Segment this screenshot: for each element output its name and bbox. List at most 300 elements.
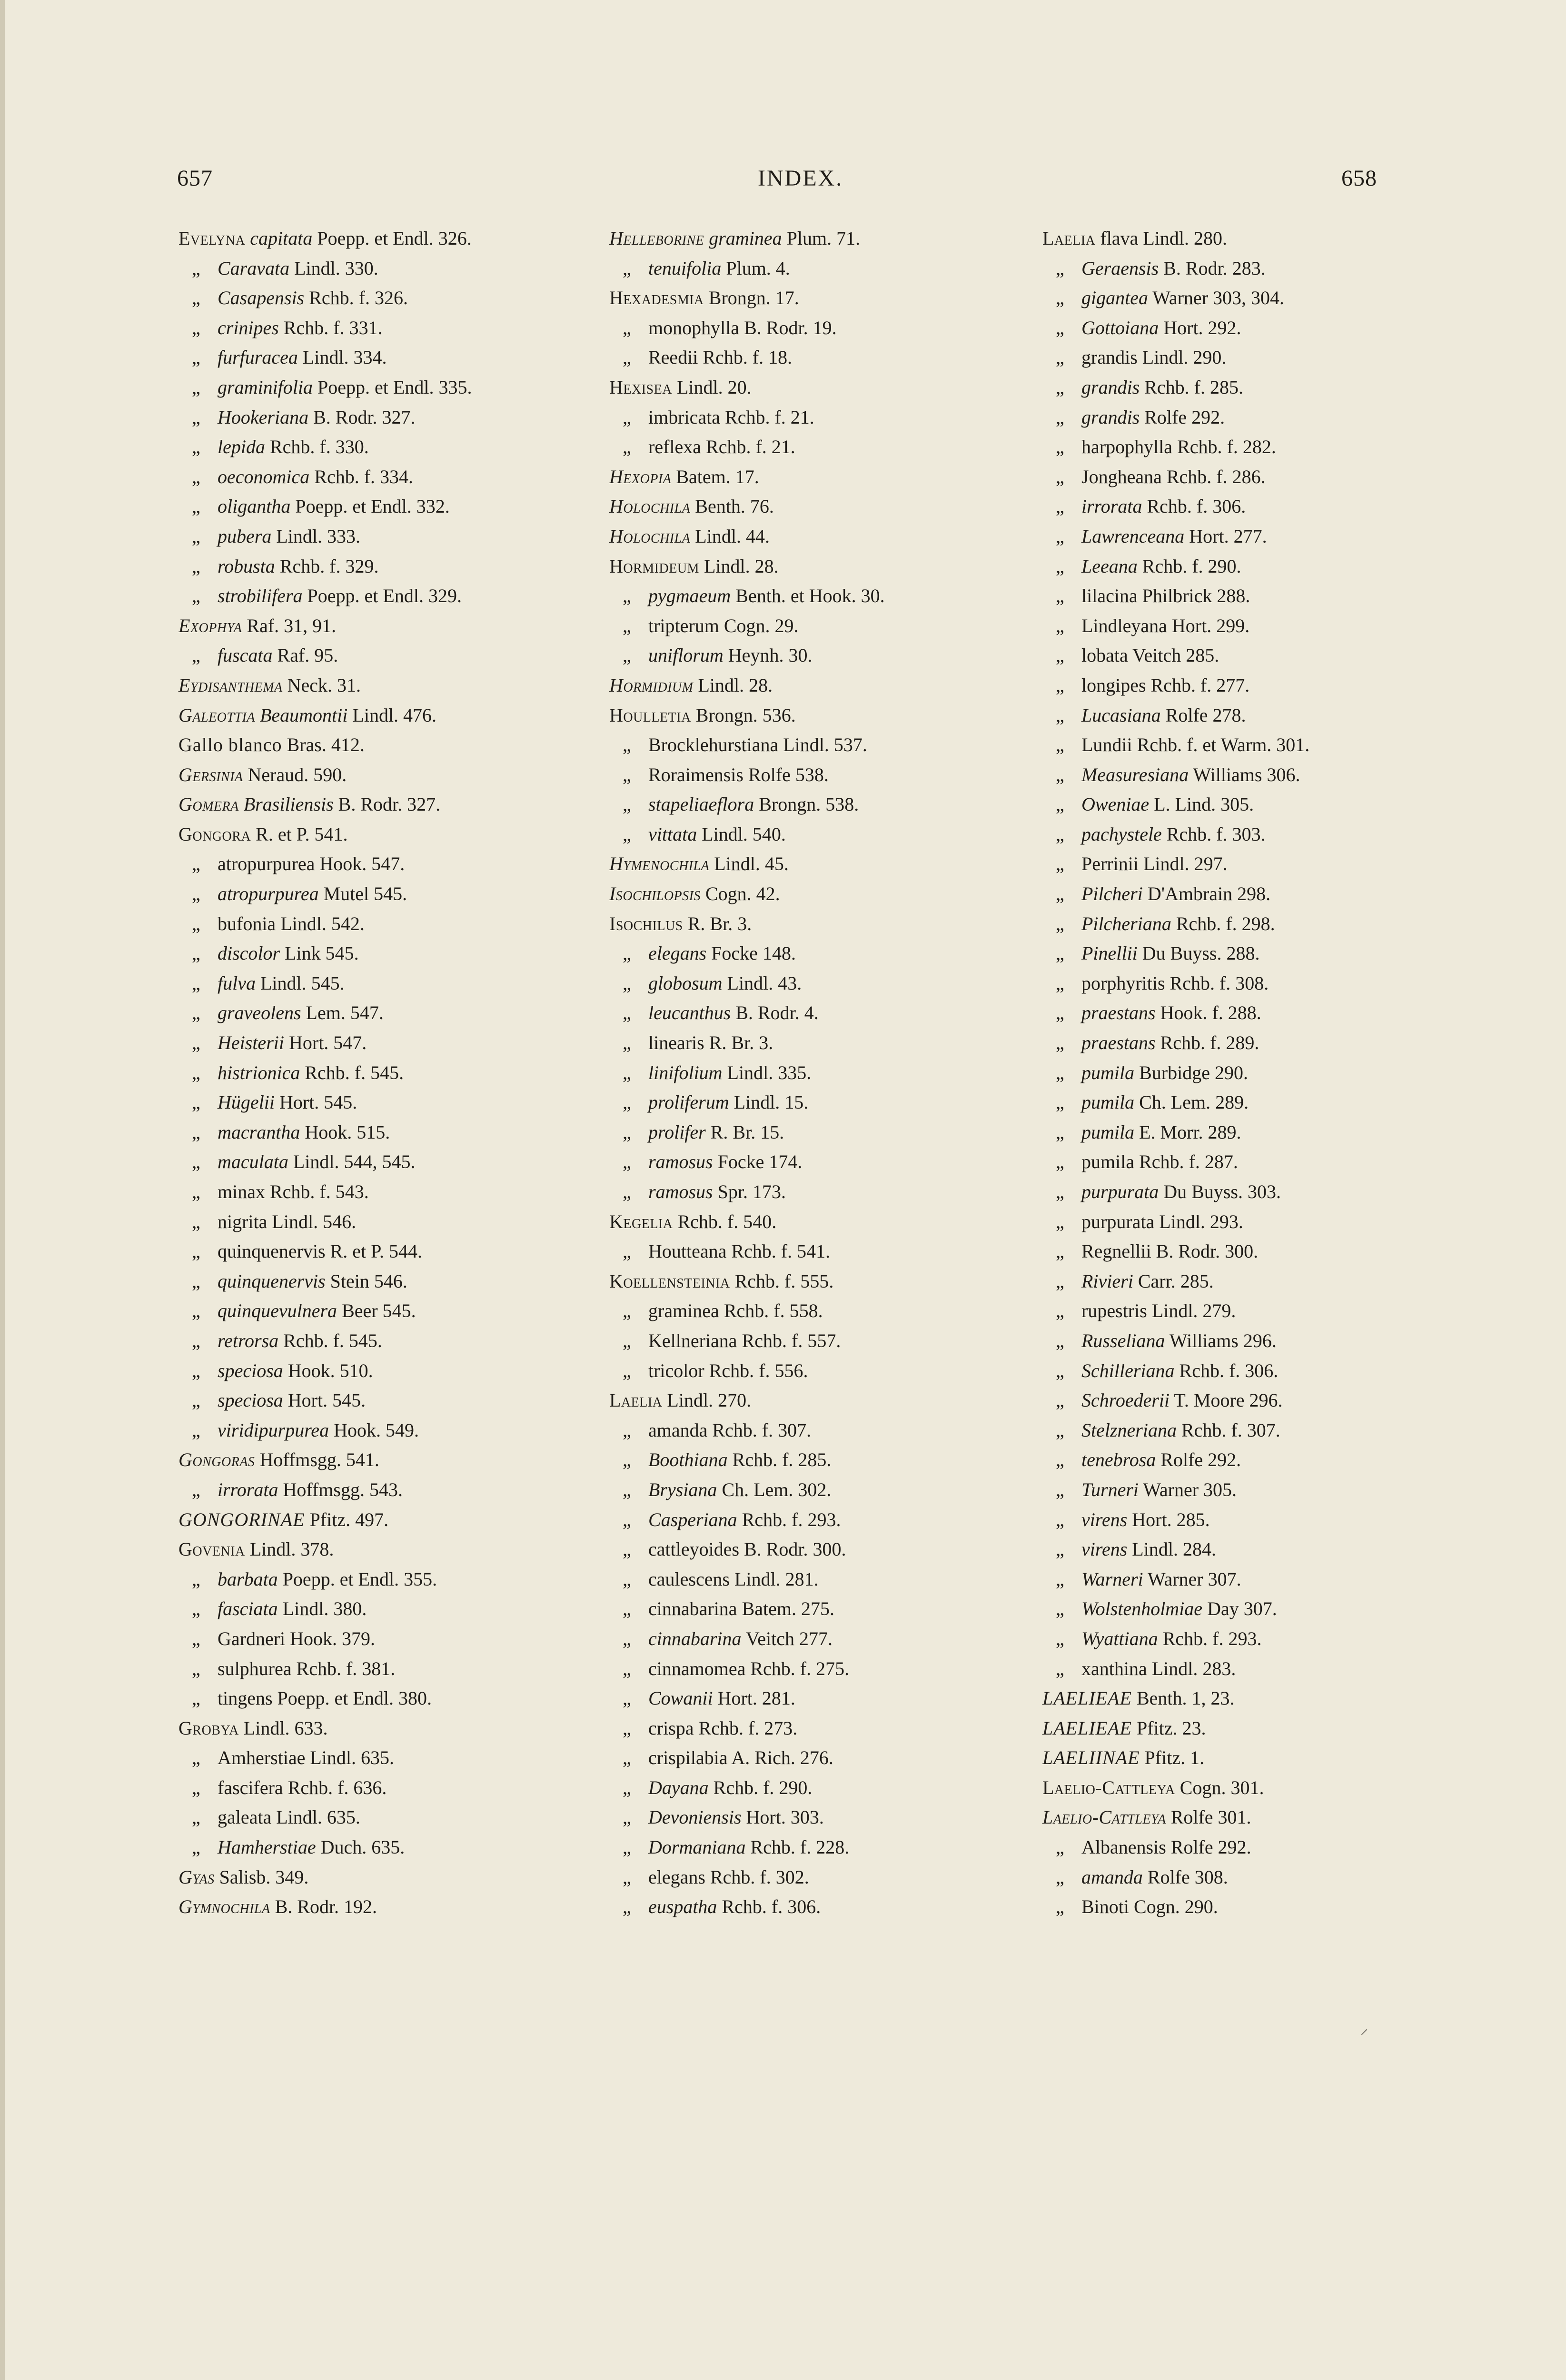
index-entry (1042, 343, 1471, 373)
index-entry (609, 1654, 1038, 1684)
index-entry (609, 641, 1038, 671)
ditto-mark: „ (623, 1657, 631, 1679)
authority-and-page: Lindl. 290. (1142, 347, 1227, 368)
index-entry (1042, 1356, 1471, 1386)
index-entry (609, 1326, 1038, 1356)
species-name: tenuifolia (648, 257, 722, 279)
ditto-mark: „ (192, 1091, 200, 1113)
authority-and-page: D'Ambrain 298. (1147, 883, 1271, 905)
species-name: graveolens (218, 1002, 301, 1024)
species-name: speciosa (218, 1389, 283, 1411)
genus-name: LAELIEAE (1042, 1717, 1132, 1739)
species-name: cinnabarina (648, 1598, 737, 1620)
species-name: Pinellii (1081, 942, 1138, 964)
authority-and-page: Warner 303, 304. (1152, 287, 1284, 309)
ditto-mark: „ (192, 1181, 200, 1202)
index-entry (609, 909, 1038, 939)
species-name: lilacina (1081, 585, 1138, 607)
authority-and-page: B. Rodr. 300. (744, 1538, 846, 1560)
index-entry (1042, 1565, 1471, 1595)
index-entry (609, 1773, 1038, 1803)
index-entry (609, 969, 1038, 999)
index-entry (178, 969, 607, 999)
species-name: Lawrenceana (1081, 525, 1185, 547)
authority-and-page: Lem. 547. (306, 1002, 384, 1024)
index-entry (1042, 1535, 1471, 1565)
authority-and-page: Rchb. f. et Warm. 301. (1137, 734, 1310, 756)
authority-and-page: Batem. 17. (676, 466, 759, 487)
species-name: Roraimensis (648, 764, 743, 785)
ditto-mark: „ (192, 257, 200, 279)
index-entry (1042, 1416, 1471, 1446)
ditto-mark: „ (1056, 853, 1064, 875)
species-name: Brysiana (648, 1478, 717, 1500)
species-name: Turneri (1081, 1478, 1139, 1500)
ditto-mark: „ (1056, 1598, 1064, 1620)
ditto-mark: „ (1056, 1210, 1064, 1232)
index-entry (178, 1207, 607, 1237)
index-entry (609, 1356, 1038, 1386)
ditto-mark: „ (623, 1449, 631, 1471)
index-entry (1042, 820, 1471, 850)
ditto-mark: „ (1056, 496, 1064, 517)
index-entry (178, 820, 607, 850)
ditto-mark: „ (192, 585, 200, 607)
species-name: tripterum (648, 615, 719, 636)
authority-and-page: Rchb. f. 285. (732, 1449, 832, 1471)
ditto-mark: „ (1056, 1329, 1064, 1351)
authority-and-page: Rchb. f. 302. (710, 1866, 809, 1888)
ditto-mark: „ (1056, 317, 1064, 338)
species-name: elegans (648, 1866, 705, 1888)
ditto-mark: „ (192, 1836, 200, 1858)
authority-and-page: Pfitz. 23. (1136, 1717, 1206, 1739)
authority-and-page: Hoffmsgg. 543. (283, 1478, 403, 1500)
genus-name: Gyas (178, 1866, 215, 1888)
authority-and-page: Poepp. et Endl. 355. (282, 1568, 437, 1590)
index-entry (1042, 1892, 1471, 1922)
authority-and-page: Rchb. f. 636. (287, 1776, 387, 1798)
authority-and-page: Burbidge 290. (1139, 1061, 1248, 1083)
index-entry (609, 313, 1038, 343)
ditto-mark: „ (1056, 883, 1064, 905)
species-name: virens (1081, 1538, 1128, 1560)
species-name: fuscata (218, 645, 273, 666)
genus-name: Gongora (178, 823, 251, 845)
ditto-mark: „ (192, 1478, 200, 1500)
ditto-mark: „ (623, 1181, 631, 1202)
index-entry (609, 1207, 1038, 1237)
authority-and-page: Lindl. 635. (276, 1806, 360, 1828)
index-entry (1042, 1267, 1471, 1297)
ditto-mark: „ (192, 1151, 200, 1173)
ditto-mark: „ (192, 1061, 200, 1083)
ditto-mark: „ (192, 1359, 200, 1381)
authority-and-page: Lindl. 293. (1159, 1210, 1243, 1232)
index-entry (178, 1624, 607, 1654)
authority-and-page: Link 545. (285, 942, 359, 964)
index-entry (609, 1386, 1038, 1416)
species-name: lepida (218, 436, 265, 458)
species-name: Devoniensis (648, 1806, 742, 1828)
ditto-mark: „ (623, 1717, 631, 1739)
index-entry (178, 849, 607, 879)
authority-and-page: Rchb. f. 555. (734, 1270, 834, 1292)
authority-and-page: Rchb. f. 557. (742, 1329, 841, 1351)
genus-name: Gersinia (178, 764, 243, 785)
species-name: bufonia (218, 912, 276, 934)
species-name: amanda (1081, 1866, 1143, 1888)
authority-and-page: Rolfe 292. (1170, 1836, 1251, 1858)
authority-and-page: Duch. 635. (320, 1836, 405, 1858)
ditto-mark: „ (192, 853, 200, 875)
ditto-mark: „ (623, 1568, 631, 1590)
authority-and-page: Lindl. 15. (733, 1091, 809, 1113)
species-name: barbata (218, 1568, 278, 1590)
ditto-mark: „ (192, 942, 200, 964)
ditto-mark: „ (192, 1389, 200, 1411)
authority-and-page: Stein 546. (330, 1270, 407, 1292)
index-entry (178, 552, 607, 582)
index-entry (1042, 1684, 1471, 1714)
authority-and-page: Plum. 71. (786, 228, 861, 249)
authority-and-page: Poepp. et Endl. 332. (295, 496, 450, 517)
authority-and-page: Rchb. f. 307. (1181, 1419, 1280, 1441)
index-entry (178, 254, 607, 284)
index-entry (609, 1684, 1038, 1714)
index-column-1 (178, 224, 607, 1922)
species-name: Jongheana (1081, 466, 1162, 487)
ditto-mark: „ (1056, 823, 1064, 845)
authority-and-page: Rchb. f. 556. (709, 1359, 808, 1381)
species-name: maculata (218, 1151, 288, 1173)
index-entry (609, 1058, 1038, 1088)
genus-name: Gomera (178, 793, 239, 815)
species-name: Albanensis (1081, 1836, 1166, 1858)
ditto-mark: „ (1056, 1568, 1064, 1590)
index-entry (609, 1028, 1038, 1058)
authority-and-page: Carr. 285. (1138, 1270, 1214, 1292)
index-entry (178, 1565, 607, 1595)
index-entry (609, 760, 1038, 790)
authority-and-page: Rolfe 292. (1160, 1449, 1241, 1471)
authority-and-page: Hort. 281. (717, 1687, 795, 1709)
species-name: atropurpurea (218, 853, 315, 875)
index-entry (178, 1833, 607, 1863)
authority-and-page: Rchb. f. 21. (725, 406, 814, 428)
genus-name: Galeottia (178, 704, 255, 726)
species-name: graminifolia (218, 376, 313, 398)
ditto-mark: „ (1056, 1866, 1064, 1888)
index-entry (609, 1505, 1038, 1535)
index-entry (1042, 790, 1471, 820)
authority-and-page: Rchb. f. 298. (1176, 912, 1275, 934)
species-name: tingens (218, 1687, 273, 1709)
authority-and-page: Rchb. f. 540. (677, 1210, 777, 1232)
index-entry (1042, 403, 1471, 433)
index-entry (609, 373, 1038, 403)
genus-name: Helleborine (609, 228, 704, 249)
genus-name: Gymnochila (178, 1896, 270, 1918)
species-name: Caravata (218, 257, 290, 279)
index-entry (1042, 671, 1471, 701)
ditto-mark: „ (192, 496, 200, 517)
authority-and-page: R. Br. 3. (687, 912, 752, 934)
ditto-mark: „ (192, 1419, 200, 1441)
index-entry (178, 224, 607, 254)
authority-and-page: Hook. f. 288. (1160, 1002, 1261, 1024)
authority-and-page: Poepp. et Endl. 329. (307, 585, 462, 607)
ditto-mark: „ (1056, 1508, 1064, 1530)
index-entry (609, 701, 1038, 731)
ditto-mark: „ (1056, 734, 1064, 756)
ditto-mark: „ (1056, 615, 1064, 636)
species-name: macrantha (218, 1121, 300, 1143)
species-name: Wyattiana (1081, 1627, 1158, 1649)
species-name: retrorsa (218, 1329, 279, 1351)
ditto-mark: „ (1056, 1627, 1064, 1649)
index-entry (1042, 1863, 1471, 1893)
species-name: lobata (1081, 645, 1128, 666)
ditto-mark: „ (1056, 1032, 1064, 1054)
species-name: purpurata (1081, 1210, 1155, 1232)
authority-and-page: Lindl. 280. (1143, 228, 1228, 249)
index-entry (178, 760, 607, 790)
ditto-mark: „ (1056, 406, 1064, 428)
index-entry (178, 879, 607, 909)
index-entry (178, 313, 607, 343)
genus-name: Houlletia (609, 704, 691, 726)
authority-and-page: Lindl. 45. (714, 853, 789, 875)
authority-and-page: Lindl. 380. (282, 1598, 367, 1620)
ditto-mark: „ (623, 347, 631, 368)
index-entry (1042, 998, 1471, 1028)
ditto-mark: „ (1056, 1151, 1064, 1173)
species-name: Measuresiana (1081, 764, 1189, 785)
index-entry (1042, 1833, 1471, 1863)
authority-and-page: Ch. Lem. 302. (722, 1478, 832, 1500)
ditto-mark: „ (1056, 704, 1064, 726)
authority-and-page: Spr. 173. (717, 1181, 786, 1202)
species-name: pumila (1081, 1151, 1135, 1173)
authority-and-page: Neraud. 590. (248, 764, 347, 785)
species-name: robusta (218, 555, 275, 577)
species-name: pumila (1081, 1121, 1135, 1143)
species-name: rupestris (1081, 1300, 1147, 1322)
authority-and-page: Lindl. 335. (727, 1061, 812, 1083)
index-entry (1042, 939, 1471, 969)
index-entry (178, 730, 607, 760)
authority-and-page: Rchb. f. 307. (712, 1419, 812, 1441)
authority-and-page: Brongn. 538. (759, 793, 859, 815)
index-entry (178, 1088, 607, 1118)
index-entry (178, 1535, 607, 1565)
ditto-mark: „ (192, 555, 200, 577)
species-name: crispilabia (648, 1747, 728, 1769)
ditto-mark: „ (192, 972, 200, 994)
ditto-mark: „ (1056, 1091, 1064, 1113)
authority-and-page: Rchb. f. 290. (713, 1776, 813, 1798)
species-name: reflexa (648, 436, 702, 458)
authority-and-page: Rchb. f. 329. (279, 555, 379, 577)
index-column-2 (609, 224, 1038, 1922)
ditto-mark: „ (192, 1032, 200, 1054)
ditto-mark: „ (623, 436, 631, 458)
index-entry (178, 1892, 607, 1922)
index-entry (609, 1445, 1038, 1475)
ditto-mark: „ (192, 1270, 200, 1292)
index-entry (609, 1088, 1038, 1118)
ditto-mark: „ (192, 317, 200, 338)
species-name: tenebrosa (1081, 1449, 1156, 1471)
index-column-3 (1042, 224, 1471, 1922)
index-entry (178, 1386, 607, 1416)
genus-name: Hymenochila (609, 853, 710, 875)
authority-and-page: B. Rodr. 327. (338, 793, 441, 815)
ditto-mark: „ (623, 1091, 631, 1113)
index-entry (609, 224, 1038, 254)
authority-and-page: Rchb. f. 308. (1170, 972, 1269, 994)
species-name: Casperiana (648, 1508, 737, 1530)
ditto-mark: „ (192, 376, 200, 398)
index-entry (609, 1714, 1038, 1744)
species-name: porphyritis (1081, 972, 1165, 994)
index-entry (178, 432, 607, 462)
authority-and-page: Salisb. 349. (219, 1866, 309, 1888)
species-name: Binoti (1081, 1896, 1130, 1918)
ditto-mark: „ (623, 1598, 631, 1620)
index-entry (1042, 849, 1471, 879)
index-entry (609, 432, 1038, 462)
species-name: minax (218, 1181, 265, 1202)
ditto-mark: „ (192, 287, 200, 309)
authority-and-page: Lindl. 333. (276, 525, 360, 547)
index-entry (178, 1714, 607, 1744)
species-name: monophylla (648, 317, 740, 338)
species-name: Stelzneriana (1081, 1419, 1177, 1441)
species-name: Leeana (1081, 555, 1138, 577)
authority-and-page: Mutel 545. (323, 883, 407, 905)
index-entry (178, 1147, 607, 1177)
index-entry (1042, 313, 1471, 343)
species-name: Perrinii (1081, 853, 1139, 875)
index-entry (609, 1147, 1038, 1177)
index-entry (609, 730, 1038, 760)
authority-and-page: Ch. Lem. 289. (1139, 1091, 1249, 1113)
ditto-mark: „ (623, 1359, 631, 1381)
index-entry (178, 522, 607, 552)
ditto-mark: „ (623, 942, 631, 964)
authority-and-page: Benth. et Hook. 30. (735, 585, 885, 607)
index-entry (1042, 1147, 1471, 1177)
ditto-mark: „ (623, 1419, 631, 1441)
authority-and-page: Rchb. f. 331. (283, 317, 383, 338)
species-name: grandis (1081, 406, 1140, 428)
ditto-mark: „ (1056, 764, 1064, 785)
index-entry (1042, 1475, 1471, 1505)
index-entry (1042, 1118, 1471, 1148)
ditto-mark: „ (1056, 1002, 1064, 1024)
species-name: linifolium (648, 1061, 723, 1083)
ditto-mark: „ (623, 1776, 631, 1798)
ditto-mark: „ (1056, 466, 1064, 487)
ditto-mark: „ (1056, 942, 1064, 964)
ditto-mark: „ (623, 1061, 631, 1083)
index-entry (609, 1118, 1038, 1148)
ditto-mark: „ (192, 525, 200, 547)
ditto-mark: „ (1056, 436, 1064, 458)
index-entry (178, 1743, 607, 1773)
genus-name: Kegelia (609, 1210, 673, 1232)
authority-and-page: Lindl. 334. (302, 347, 387, 368)
authority-and-page: Hort. 277. (1189, 525, 1267, 547)
ditto-mark: „ (192, 1568, 200, 1590)
ditto-mark: „ (1056, 1419, 1064, 1441)
species-name: praestans (1081, 1032, 1156, 1054)
ditto-mark: „ (1056, 555, 1064, 577)
ditto-mark: „ (623, 793, 631, 815)
index-entry (609, 1833, 1038, 1863)
index-entry (609, 671, 1038, 701)
authority-and-page: Rchb. f. 381. (296, 1657, 396, 1679)
authority-and-page: Lindl. 542. (280, 912, 365, 934)
authority-and-page: Rchb. f. 277. (1150, 674, 1250, 696)
species-name: speciosa (218, 1359, 283, 1381)
left-page-number: 657 (177, 166, 213, 191)
authority-and-page: Rolfe 278. (1165, 704, 1246, 726)
ditto-mark: „ (192, 1687, 200, 1709)
authority-and-page: Williams 296. (1169, 1329, 1277, 1351)
index-entry (1042, 1714, 1471, 1744)
genus-name: Hormidium (609, 674, 694, 696)
index-entry (1042, 879, 1471, 909)
index-entry (609, 403, 1038, 433)
ditto-mark: „ (192, 1329, 200, 1351)
ditto-mark: „ (1056, 1181, 1064, 1202)
authority-and-page: Bras. 412. (287, 734, 365, 756)
authority-and-page: Focke 174. (717, 1151, 803, 1173)
species-name: elegans (648, 942, 707, 964)
species-name: Brocklehurstiana (648, 734, 779, 756)
authority-and-page: Rchb. f. 334. (314, 466, 414, 487)
authority-and-page: Rchb. f. 18. (703, 347, 793, 368)
ditto-mark: „ (623, 1866, 631, 1888)
index-entry (178, 998, 607, 1028)
authority-and-page: Rchb. f. 545. (305, 1061, 404, 1083)
ditto-mark: „ (623, 972, 631, 994)
species-name: tricolor (648, 1359, 704, 1381)
authority-and-page: Neck. 31. (287, 674, 361, 696)
index-entry (1042, 1654, 1471, 1684)
genus-name: Laelia (609, 1389, 663, 1411)
ditto-mark: „ (1056, 1478, 1064, 1500)
ditto-mark: „ (1056, 912, 1064, 934)
species-name: galeata (218, 1806, 272, 1828)
index-entry (1042, 1624, 1471, 1654)
pencil-mark (1361, 2029, 1368, 2035)
genus-name: GONGORINAE (178, 1508, 305, 1530)
authority-and-page: Du Buyss. 288. (1142, 942, 1260, 964)
species-name: globosum (648, 972, 723, 994)
index-entry (178, 1654, 607, 1684)
species-name: Pilcheriana (1081, 912, 1171, 934)
species-name: vittata (648, 823, 697, 845)
species-name: Brasiliensis (243, 793, 334, 815)
species-name: longipes (1081, 674, 1146, 696)
genus-name: Grobya (178, 1717, 239, 1739)
authority-and-page: Pfitz. 497. (309, 1508, 389, 1530)
genus-name: Hexopia (609, 466, 672, 487)
